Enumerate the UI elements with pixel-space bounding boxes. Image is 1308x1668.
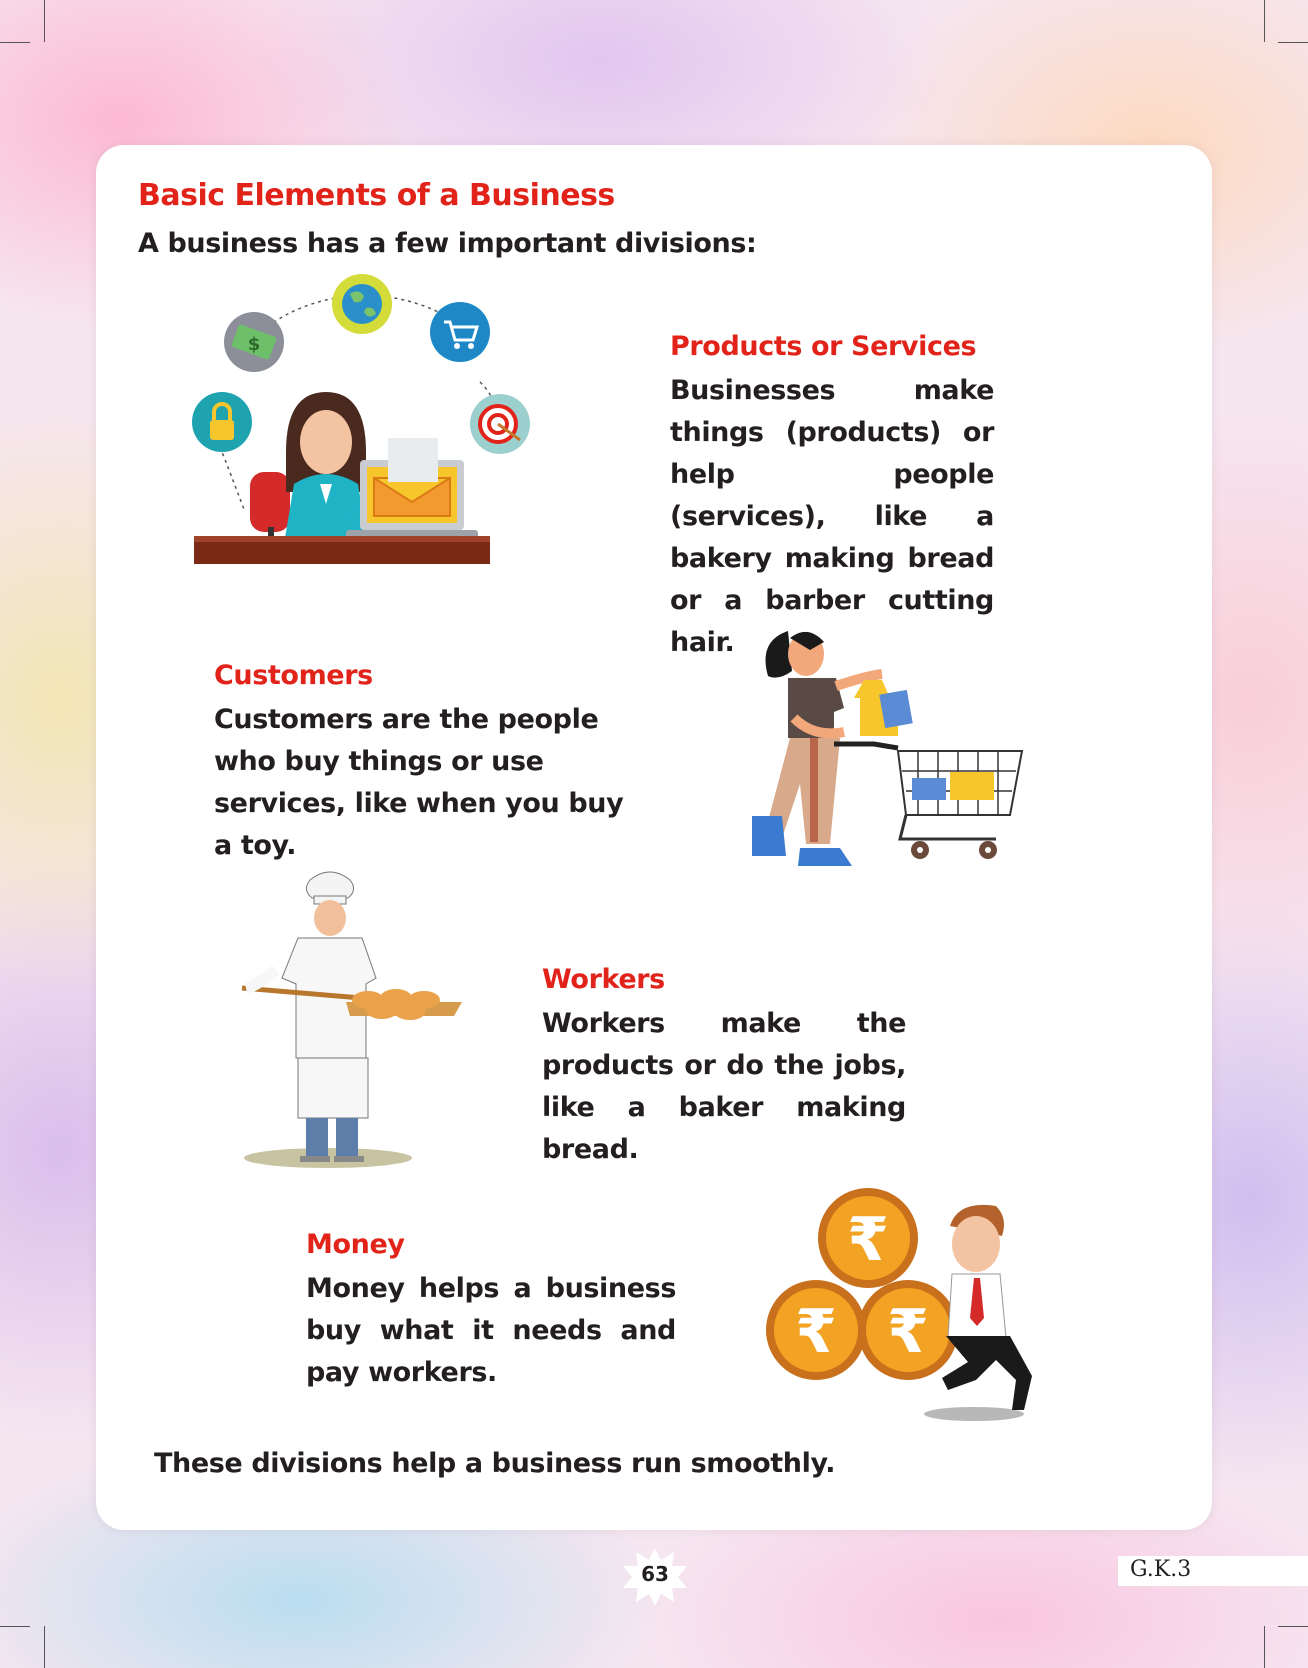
- crop-mark: [1278, 1626, 1308, 1627]
- section-heading-workers: Workers: [542, 964, 665, 995]
- svg-text:₹: ₹: [795, 1297, 837, 1367]
- rupee-coin-icon: [858, 1280, 958, 1380]
- svg-text:₹: ₹: [887, 1297, 929, 1367]
- section-text-money: Money helps a business buy what it needs and pay workers.: [306, 1273, 676, 1388]
- svg-text:₹: ₹: [847, 1205, 889, 1275]
- book-code: G.K.3: [1130, 1557, 1192, 1582]
- crop-mark: [0, 1626, 30, 1627]
- money-icon: [224, 312, 284, 372]
- lock-icon: [192, 392, 252, 452]
- crop-mark: [1264, 0, 1265, 42]
- cart-icon: [430, 302, 490, 362]
- crop-mark: [1264, 1626, 1265, 1668]
- section-heading-money: Money: [306, 1229, 405, 1260]
- shopper-illustration: [748, 626, 1038, 916]
- globe-icon: [332, 274, 392, 334]
- section-heading-customers: Customers: [214, 660, 373, 691]
- baker-illustration: [236, 866, 482, 1170]
- crop-mark: [0, 42, 30, 43]
- section-text-workers: Workers make the products or do the jobs, like a baker making bread.: [542, 1008, 906, 1165]
- section-heading-products: Products or Services: [670, 331, 977, 362]
- money-illustration: [764, 1186, 1036, 1426]
- intro-text: A business has a few important divisions:: [138, 228, 757, 259]
- office-illustration: [190, 272, 535, 604]
- section-text-customers: Customers are the people who buy things or use services, like when you buy a toy.: [214, 704, 624, 861]
- closing-text: These divisions help a business run smoothly.: [154, 1448, 836, 1479]
- svg-text:$: $: [247, 334, 261, 355]
- page-title: Basic Elements of a Business: [138, 178, 615, 213]
- rupee-coin-icon: [766, 1280, 866, 1380]
- crop-mark: [44, 0, 45, 42]
- rupee-coin-icon: [818, 1188, 918, 1288]
- crop-mark: [1278, 42, 1308, 43]
- crop-mark: [44, 1626, 45, 1668]
- page-number: 63: [641, 1562, 669, 1586]
- section-text-products: Businesses make things (products) or help people (services), like a bakery making bread or a barber cutting hair.: [670, 375, 994, 658]
- target-icon: [470, 394, 530, 454]
